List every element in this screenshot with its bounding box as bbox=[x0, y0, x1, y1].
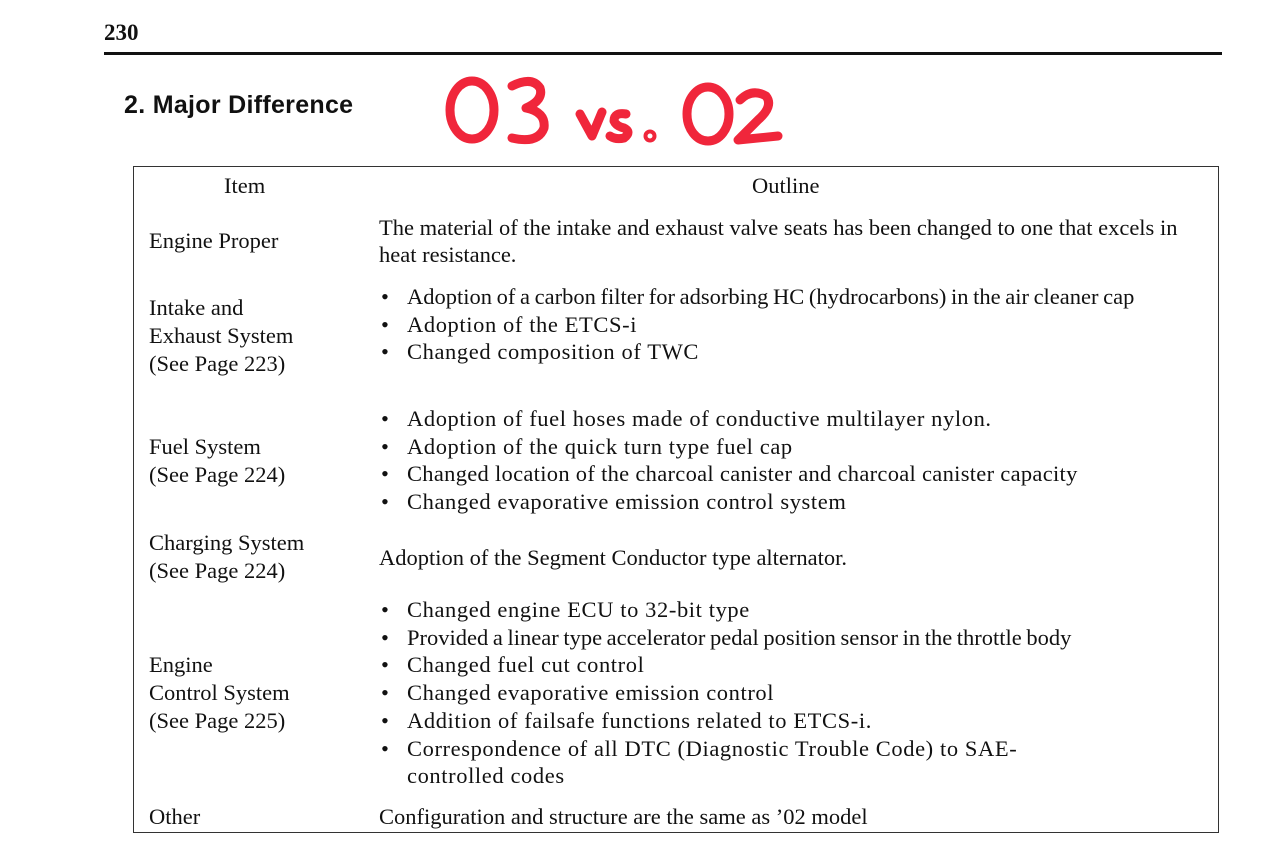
handwritten-annotation bbox=[440, 66, 790, 156]
bullet-item: • Provided a linear type accelerator pedal position sensor in the throttle body bbox=[379, 624, 1208, 652]
bullet-item: • Changed engine ECU to 32-bit type bbox=[379, 596, 1208, 624]
section-title: 2. Major Difference bbox=[124, 91, 354, 119]
item-line: (See Page 224) bbox=[149, 558, 286, 583]
bullet-item: • Addition of failsafe functions related to ETCS-i. bbox=[379, 707, 1208, 735]
bullet-item: • Changed fuel cut control bbox=[379, 651, 1208, 679]
bullet-item: • Adoption of the quick turn type fuel cap bbox=[379, 433, 1210, 461]
item-line: Charging System bbox=[149, 530, 305, 555]
item-line: (See Page 224) bbox=[149, 462, 286, 487]
outline-cell bbox=[379, 596, 1208, 790]
bullet-list bbox=[379, 283, 1204, 366]
bullet-list bbox=[379, 596, 1208, 790]
item-line: Other bbox=[149, 804, 201, 829]
item-line: Fuel System bbox=[149, 434, 261, 459]
bullet-item: • Changed evaporative emission control bbox=[379, 679, 1208, 707]
item-cell bbox=[149, 227, 278, 255]
bullet-item: • Changed composition of TWC bbox=[379, 338, 1204, 366]
item-line: Control System bbox=[149, 680, 290, 705]
bullet-item: • Changed evaporative emission control system bbox=[379, 488, 1210, 516]
outline-text: Adoption of the Segment Conductor type alternator. bbox=[379, 545, 848, 570]
bullet-item: • Adoption of a carbon filter for adsorbing HC (hydrocarbons) in the air cleaner cap bbox=[379, 283, 1204, 311]
item-line: Engine Proper bbox=[149, 228, 279, 253]
bullet-item: • Adoption of fuel hoses made of conductive multilayer nylon. bbox=[379, 405, 1210, 433]
item-line: Exhaust System bbox=[149, 323, 294, 348]
outline-text: Configuration and structure are the same as ’02 model bbox=[379, 804, 868, 829]
outline-cell bbox=[379, 283, 1204, 366]
item-cell bbox=[149, 529, 304, 585]
item-line: Engine bbox=[149, 652, 213, 677]
page-number: 230 bbox=[104, 20, 139, 45]
item-cell bbox=[149, 803, 200, 831]
outline-cell bbox=[379, 405, 1210, 516]
item-cell bbox=[149, 651, 290, 735]
item-cell bbox=[149, 433, 285, 489]
bullet-item: • Correspondence of all DTC (Diagnostic Trouble Code) to SAE-controlled codes bbox=[379, 735, 1208, 790]
bullet-item: • Changed location of the charcoal canister and charcoal canister capacity bbox=[379, 460, 1210, 488]
column-header-item: Item bbox=[224, 173, 266, 198]
bullet-item: • Adoption of the ETCS-i bbox=[379, 311, 1204, 339]
difference-table bbox=[133, 166, 1219, 833]
item-line: (See Page 225) bbox=[149, 708, 286, 733]
item-line: Intake and bbox=[149, 295, 244, 320]
header-rule bbox=[104, 52, 1222, 55]
outline-text: The material of the intake and exhaust valve seats has been changed to one that excels in heat resistance. bbox=[379, 215, 1178, 267]
item-line: (See Page 223) bbox=[149, 351, 286, 376]
bullet-list bbox=[379, 405, 1210, 516]
column-header-outline: Outline bbox=[752, 173, 820, 198]
item-cell bbox=[149, 294, 293, 378]
